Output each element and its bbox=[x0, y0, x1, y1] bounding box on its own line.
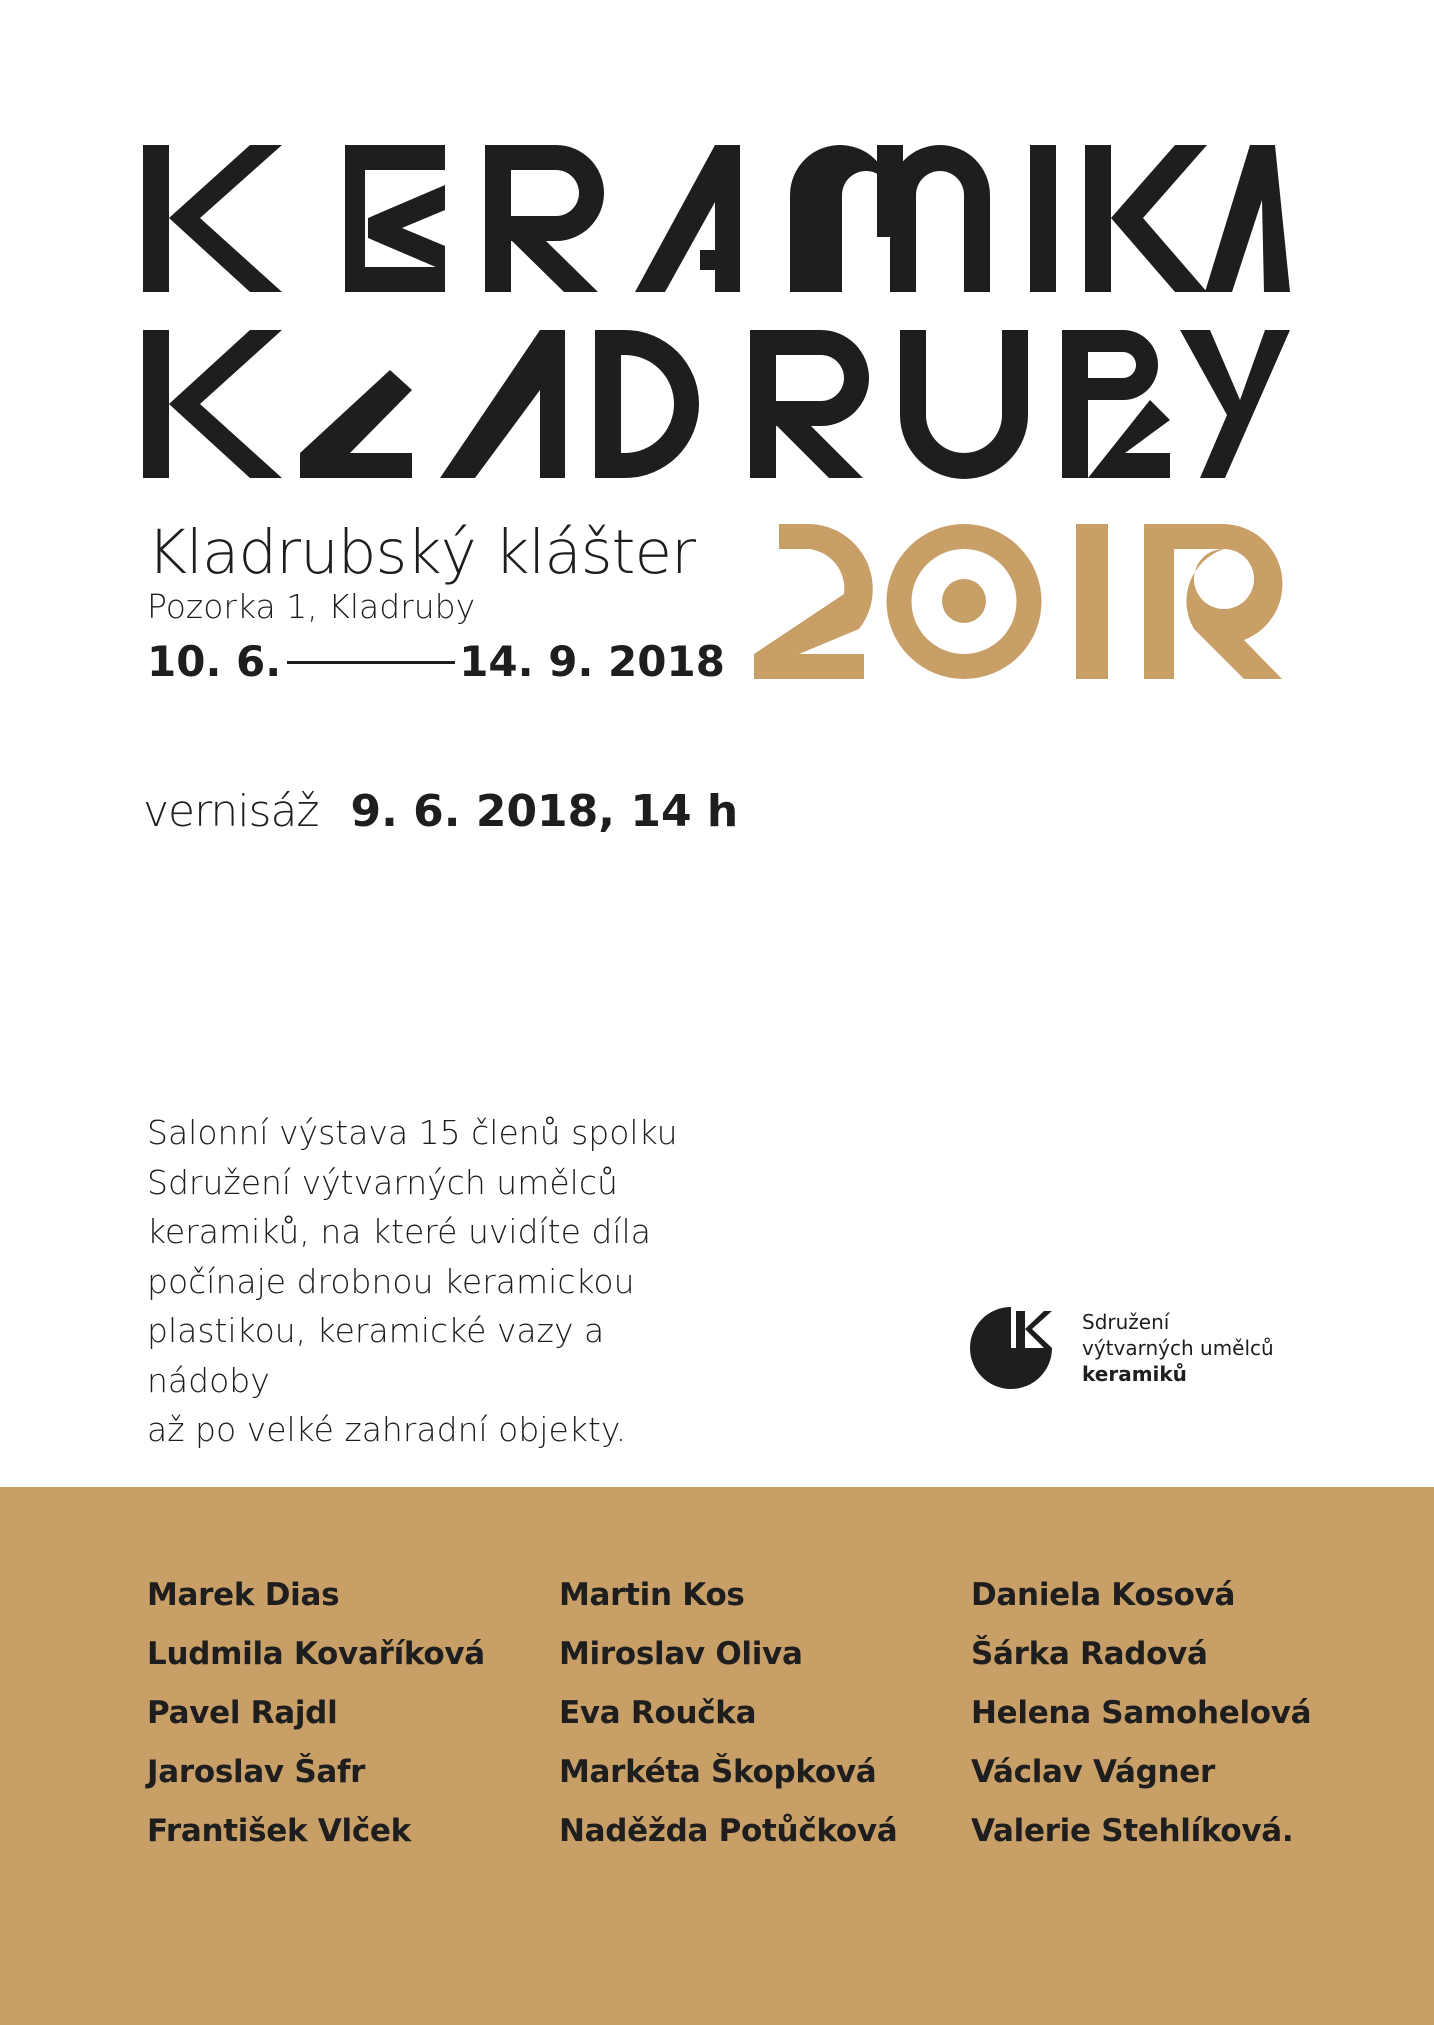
description-line: Sdružení výtvarných umělců bbox=[147, 1162, 618, 1202]
artist-name: Eva Roučka bbox=[559, 1695, 757, 1731]
vernisage-label: vernisáž bbox=[143, 786, 319, 837]
description-line: až po velké zahradní objekty. bbox=[147, 1410, 627, 1449]
description-line: Salonní výstava 15 členů spolku bbox=[147, 1113, 678, 1152]
organizer-line-1: Sdružení bbox=[1082, 1310, 1170, 1334]
date-from: 10. 6. bbox=[147, 637, 282, 686]
organizer-line-2: výtvarných umělců bbox=[1082, 1336, 1274, 1360]
artist-column-2 bbox=[559, 1575, 971, 1870]
artist-name: Šárka Radová bbox=[971, 1636, 1208, 1672]
title-line-1 bbox=[143, 145, 1290, 292]
artist-column-1 bbox=[147, 1575, 559, 1870]
vernisage-date: 9. 6. 2018, 14 h bbox=[350, 786, 739, 837]
organizer-line-3: keramiků bbox=[1082, 1362, 1187, 1386]
description-line: počínaje drobnou keramickou bbox=[147, 1261, 635, 1301]
venue-name: Kladrubský klášter bbox=[147, 517, 696, 588]
exhibition-dates bbox=[147, 637, 725, 686]
organizer-logo bbox=[970, 1307, 1274, 1389]
artist-name: Miroslav Oliva bbox=[559, 1636, 803, 1672]
title-lettering bbox=[140, 140, 1290, 480]
artist-name: Daniela Kosová bbox=[971, 1577, 1236, 1613]
poster-title bbox=[140, 140, 1290, 480]
artist-name: Valerie Stehlíková. bbox=[971, 1813, 1294, 1849]
artist-name: Martin Kos bbox=[559, 1577, 745, 1613]
year-2018 bbox=[754, 524, 1284, 679]
description bbox=[147, 1108, 727, 1455]
description-line: plastikou, keramické vazy a nádoby bbox=[147, 1311, 605, 1400]
artist-column-3 bbox=[971, 1575, 1383, 1870]
organizer-logo-mark bbox=[970, 1307, 1052, 1389]
venue-address: Pozorka 1, Kladruby bbox=[147, 587, 476, 626]
organizer-name bbox=[1082, 1309, 1274, 1387]
artist-name: Markéta Škopková bbox=[559, 1754, 877, 1790]
artist-list bbox=[147, 1575, 1383, 1870]
description-line: keramiků, na které uvidíte díla bbox=[147, 1212, 651, 1251]
date-range-line bbox=[287, 661, 455, 664]
date-to: 14. 9. 2018 bbox=[459, 637, 725, 686]
artist-name: Pavel Rajdl bbox=[147, 1695, 338, 1731]
vernisage bbox=[143, 786, 739, 837]
title-line-2 bbox=[143, 330, 1290, 479]
artist-name: Helena Samohelová bbox=[971, 1695, 1312, 1731]
artist-name: Václav Vágner bbox=[971, 1754, 1216, 1790]
artist-name: František Vlček bbox=[147, 1813, 411, 1849]
artist-name: Marek Dias bbox=[147, 1577, 340, 1613]
artist-name: Ludmila Kovaříková bbox=[147, 1636, 485, 1672]
year-lettering bbox=[754, 524, 1284, 679]
artist-name: Jaroslav Šafr bbox=[147, 1754, 366, 1790]
artist-name: Naděžda Potůčková bbox=[559, 1813, 898, 1849]
